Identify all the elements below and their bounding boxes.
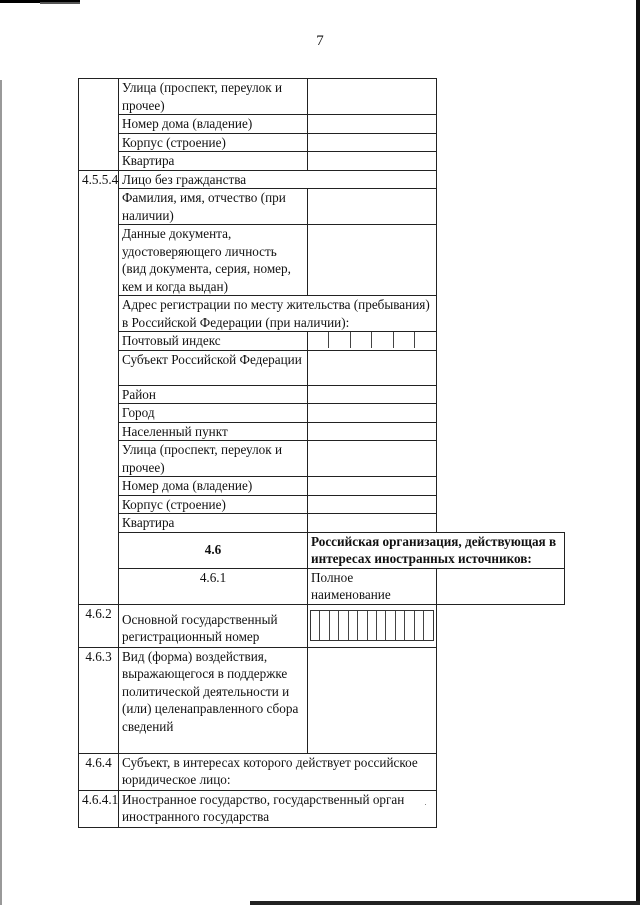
field-label: Субъект, в интересах которого действует российское юридическое лицо: xyxy=(119,753,437,790)
city-field[interactable] xyxy=(308,404,437,423)
digit-cell[interactable] xyxy=(329,611,338,640)
full-name-field[interactable] xyxy=(436,568,565,604)
field-label: Улица (проспект, переулок и прочее) xyxy=(119,79,308,115)
scan-artifact xyxy=(40,2,80,4)
field-label: Иностранное государство, государственный орган иностранного государства xyxy=(119,790,437,827)
digit-cell[interactable] xyxy=(371,332,392,348)
street-field[interactable] xyxy=(308,79,437,115)
field-label: Корпус (строение) xyxy=(119,495,308,514)
item-number: 4.6.1 xyxy=(119,568,308,604)
form-table xyxy=(78,78,565,828)
building-field[interactable] xyxy=(308,133,437,152)
digit-cell[interactable] xyxy=(350,332,371,348)
digit-cell[interactable] xyxy=(393,332,414,348)
field-label: Номер дома (владение) xyxy=(119,477,308,496)
digit-cell[interactable] xyxy=(328,332,349,348)
field-label: Данные документа, удостоверяющего личность (вид документа, серия, номер, кем и когда выдан) xyxy=(119,225,308,296)
ogrn-field[interactable] xyxy=(308,604,437,647)
digit-cell[interactable] xyxy=(308,332,328,348)
section-number: 4.5.5.4 xyxy=(79,170,119,604)
address-header: Адрес регистрации по месту жительства (пребывания) в Российской Федерации (при наличии): xyxy=(119,296,437,332)
field-label: Фамилия, имя, отчество (при наличии) xyxy=(119,189,308,225)
field-label: Корпус (строение) xyxy=(119,133,308,152)
field-label: Вид (форма) воздействия, выражающегося в поддержке политической деятельности и (или) целенаправленного сбора сведений xyxy=(119,647,308,753)
digit-cell[interactable] xyxy=(338,611,347,640)
digit-cell[interactable] xyxy=(414,611,423,640)
street-field[interactable] xyxy=(308,441,437,477)
fio-field[interactable] xyxy=(308,189,437,225)
house-field[interactable] xyxy=(308,115,437,134)
digit-cell[interactable] xyxy=(357,611,366,640)
apartment-field[interactable] xyxy=(308,514,437,533)
field-label: Город xyxy=(119,404,308,423)
field-label: Улица (проспект, переулок и прочее) xyxy=(119,441,308,477)
digit-cell[interactable] xyxy=(319,611,328,640)
postal-index-field[interactable] xyxy=(308,332,437,351)
region-field[interactable] xyxy=(308,350,437,385)
influence-form-field[interactable] xyxy=(308,647,437,753)
field-label: Основной государственный регистрационный номер xyxy=(119,604,308,647)
field-label: Квартира xyxy=(119,514,308,533)
district-field[interactable] xyxy=(308,385,437,404)
item-number: 4.6.2 xyxy=(79,604,119,647)
scan-artifact xyxy=(636,0,640,905)
scan-artifact xyxy=(250,901,640,905)
digit-cell[interactable] xyxy=(404,611,413,640)
digit-cell[interactable] xyxy=(385,611,394,640)
digit-cell[interactable] xyxy=(348,611,357,640)
locality-field[interactable] xyxy=(308,422,437,441)
section-number: 4.6 xyxy=(119,532,308,568)
digit-cell[interactable] xyxy=(414,332,435,348)
item-number: 4.6.4.1 xyxy=(79,790,119,827)
item-number: 4.6.4 xyxy=(79,753,119,790)
apartment-field[interactable] xyxy=(308,152,437,171)
digit-cell[interactable] xyxy=(367,611,376,640)
empty-number-cell xyxy=(79,79,119,171)
digit-cell[interactable] xyxy=(376,611,385,640)
field-label: Номер дома (владение) xyxy=(119,115,308,134)
field-label: Квартира xyxy=(119,152,308,171)
building-field[interactable] xyxy=(308,495,437,514)
item-number: 4.6.3 xyxy=(79,647,119,753)
scan-artifact xyxy=(0,80,2,905)
document-field[interactable] xyxy=(308,225,437,296)
page-number: 7 xyxy=(316,33,324,49)
field-label: Полное наименование xyxy=(308,568,437,604)
digit-cell[interactable] xyxy=(395,611,404,640)
field-label: Населенный пункт xyxy=(119,422,308,441)
section-title: Российская организация, действующая в интересах иностранных источников: xyxy=(308,532,565,568)
field-label: Почтовый индекс xyxy=(119,332,308,351)
house-field[interactable] xyxy=(308,477,437,496)
section-title: Лицо без гражданства xyxy=(119,170,437,189)
field-label: Район xyxy=(119,385,308,404)
field-label: Субъект Российской Федерации xyxy=(119,350,308,385)
digit-cell[interactable] xyxy=(311,611,319,640)
digit-cell[interactable] xyxy=(423,611,432,640)
